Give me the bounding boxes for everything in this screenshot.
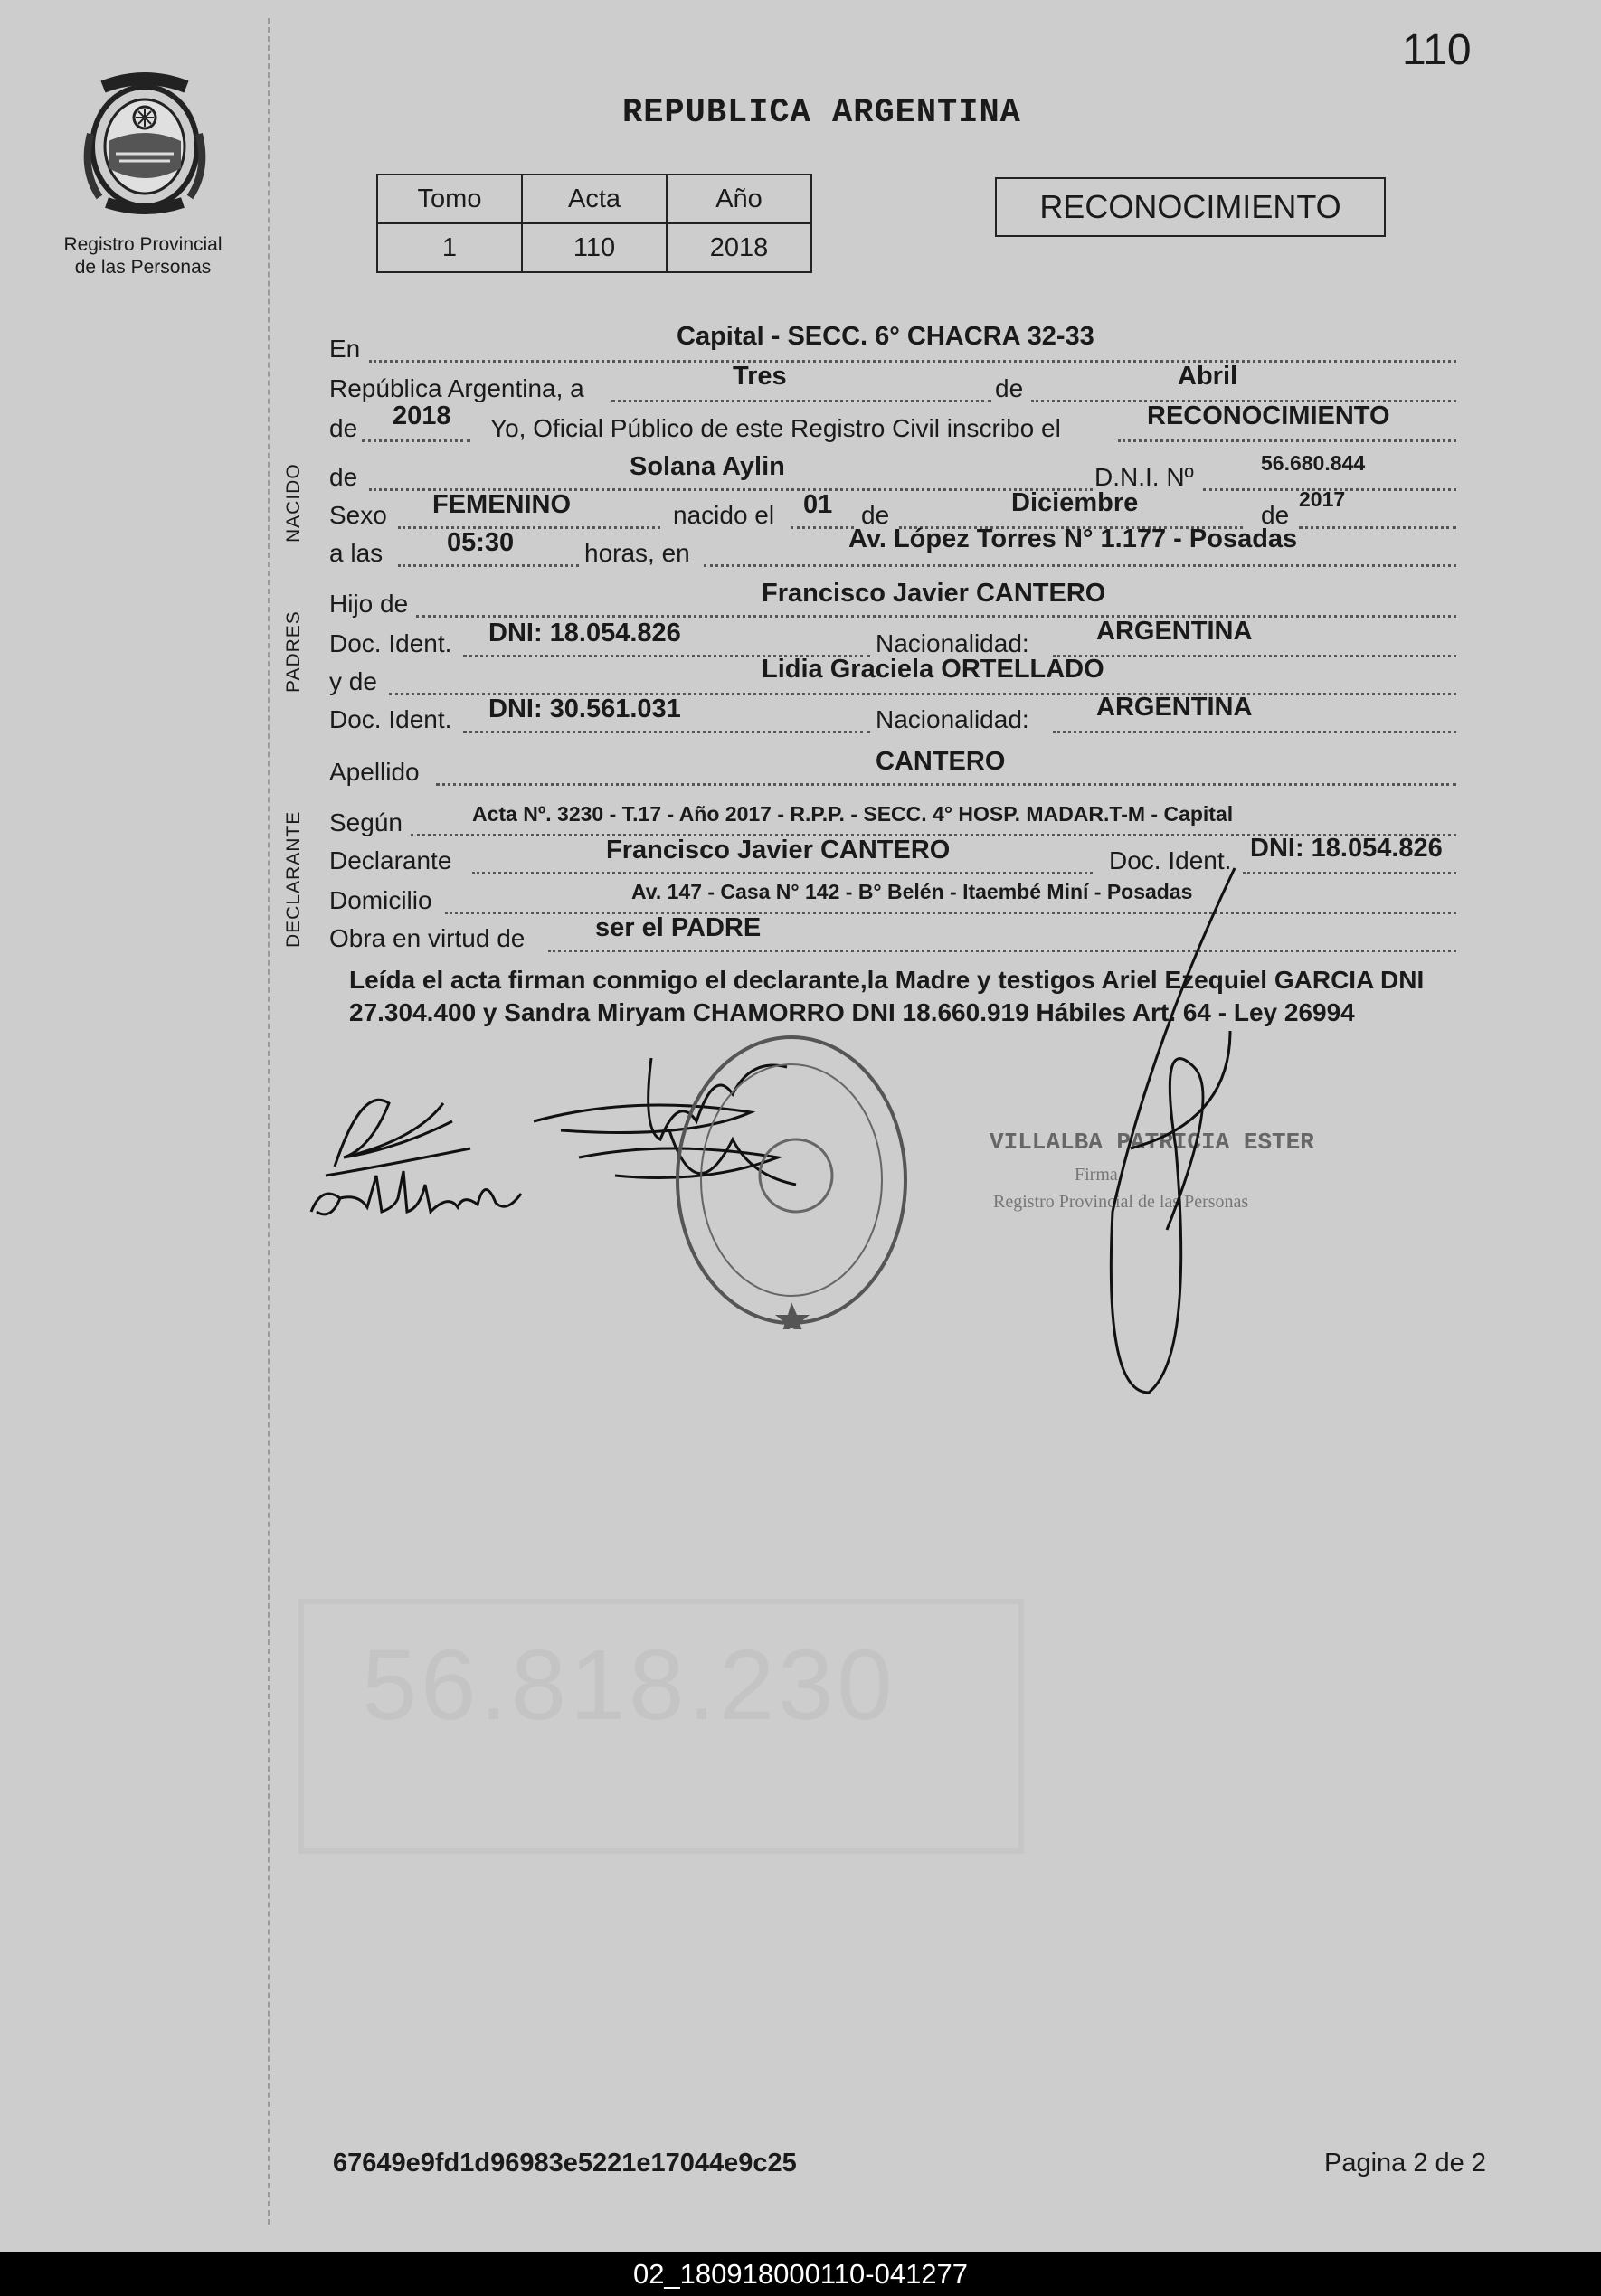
registry-stamp [669,1031,914,1329]
value-act: RECONOCIMIENTO [1147,402,1390,430]
value-father: Francisco Javier CANTERO [762,579,1106,608]
table-row [377,223,811,272]
dotted-line [463,731,870,733]
row-father [329,579,1456,620]
row-year [329,402,1456,445]
official-role-stamp: Firma [1075,1165,1118,1185]
label-de: de [329,463,358,491]
side-label-nacido: NACIDO [283,463,304,543]
value-birth-day: 01 [803,490,833,519]
label-de: de [861,501,890,529]
row-address [329,880,1456,917]
table-cell: 2018 [667,223,811,272]
row-mother-doc [329,693,1456,736]
document-hash: 67649e9fd1d96983e5221e17044e9c25 [333,2149,797,2178]
dotted-line [472,872,1093,874]
label-nacionalidad: Nacionalidad: [876,705,1029,733]
acta-table [376,174,812,273]
value-father-nationality: ARGENTINA [1096,617,1253,646]
signature-official [1094,850,1248,1411]
label-segun: Según [329,808,403,836]
signature-mother-ortellado [304,1157,539,1239]
label-hijo-de: Hijo de [329,590,409,618]
label-nacido-el: nacido el [673,501,775,529]
value-day: Tres [733,362,787,391]
table-cell: 1 [377,223,522,272]
value-birth-place: Av. López Torres N° 1.177 - Posadas [848,524,1298,553]
table-header: Acta [522,175,667,223]
value-address: Av. 147 - Casa N° 142 - B° Belén - Itaembé Miní - Posadas [631,880,1193,903]
row-obra [329,913,1456,955]
value-segun: Acta Nº. 3230 - T.17 - Año 2017 - R.P.P. - SECC. 4° HOSP. MADAR.T-M - Capital [472,802,1234,826]
dotted-line [398,526,660,529]
dotted-line [1053,731,1456,733]
dotted-line [362,439,470,442]
value-declarant: Francisco Javier CANTERO [606,836,951,865]
row-place [329,322,1456,365]
value-sex: FEMENINO [432,490,572,519]
value-surname: CANTERO [876,747,1006,776]
footer-id-bar: 02_180918000110-041277 [0,2252,1601,2296]
label-sexo: Sexo [329,501,387,529]
value-birth-month: Diciembre [1011,488,1139,517]
label-declarante: Declarante [329,846,452,874]
provincial-seal-logo [72,71,217,215]
label-horas-en: horas, en [584,539,690,567]
value-declarant-dni: DNI: 18.054.826 [1250,834,1443,863]
page-number: 110 [1402,26,1472,74]
fold-line [268,18,270,2225]
dotted-line [1299,526,1456,529]
label-de: de [995,374,1024,402]
side-label-padres: PADRES [283,610,304,693]
table-row [377,175,811,223]
value-mother-nationality: ARGENTINA [1096,693,1253,722]
label-dni: D.N.I. Nº [1094,463,1194,491]
dotted-line [704,564,1456,567]
value-dni: 56.680.844 [1261,451,1366,475]
label-a-las: a las [329,539,384,567]
row-time [329,524,1456,570]
page-heading: REPUBLICA ARGENTINA [622,94,1021,132]
value-place: Capital - SECC. 6° CHACRA 32-33 [677,322,1094,351]
dotted-line [369,360,1456,363]
official-office-stamp: Registro Provincial de las Personas [993,1192,1249,1212]
value-time: 05:30 [447,528,515,557]
act-type-box: RECONOCIMIENTO [995,177,1386,237]
closing-note: Leída el acta firman conmigo el declarante,la Madre y testigos Ariel Ezequiel GARCIA DNI 27.304.400 y Sandra Miryam CHAMORRO DNI 18.660.919 Hábiles Art. 64 - Ley 26994 [349,966,1425,1026]
value-name: Solana Aylin [630,452,785,481]
row-declarant [329,834,1456,877]
dotted-line [791,526,854,529]
value-obra: ser el PADRE [595,913,762,942]
dotted-line [1053,655,1456,657]
label-domicilio: Domicilio [329,886,432,914]
value-month: Abril [1178,362,1238,391]
label-apellido: Apellido [329,758,420,786]
side-label-declarante: DECLARANTE [283,810,304,948]
value-mother-dni: DNI: 30.561.031 [488,694,681,723]
label-doc-ident: Doc. Ident. [329,705,452,733]
label-republica: República Argentina, a [329,374,584,402]
dotted-line [548,950,1456,952]
dotted-line [611,400,991,402]
label-de: de [329,414,358,442]
dotted-line [436,783,1456,786]
value-mother: Lidia Graciela ORTELLADO [762,655,1104,684]
label-doc-ident-declarant: Doc. Ident. [1109,846,1232,874]
value-father-dni: DNI: 18.054.826 [488,619,681,647]
dotted-line [1243,872,1456,874]
label-y-de: y de [329,667,377,695]
value-birth-year: 2017 [1299,487,1346,511]
table-cell: 110 [522,223,667,272]
dotted-line [1118,439,1456,442]
row-surname [329,747,1456,789]
value-year: 2018 [393,402,451,430]
label-doc-ident: Doc. Ident. [329,629,452,657]
dotted-line [398,564,579,567]
label-oficial: Yo, Oficial Público de este Registro Civil inscribo el [490,414,1061,442]
label-obra: Obra en virtud de [329,924,526,952]
official-name-stamp: VILLALBA PATRICIA ESTER [990,1129,1314,1156]
table-header: Año [667,175,811,223]
label-en: En [329,335,361,363]
registry-name: Registro Provincial de las Personas [63,234,223,278]
label-de: de [1261,501,1290,529]
table-header: Tomo [377,175,522,223]
label-nacionalidad: Nacionalidad: [876,629,1029,657]
pagination: Pagina 2 de 2 [1324,2149,1486,2178]
faded-background-number: 56.818.230 [362,1630,896,1741]
